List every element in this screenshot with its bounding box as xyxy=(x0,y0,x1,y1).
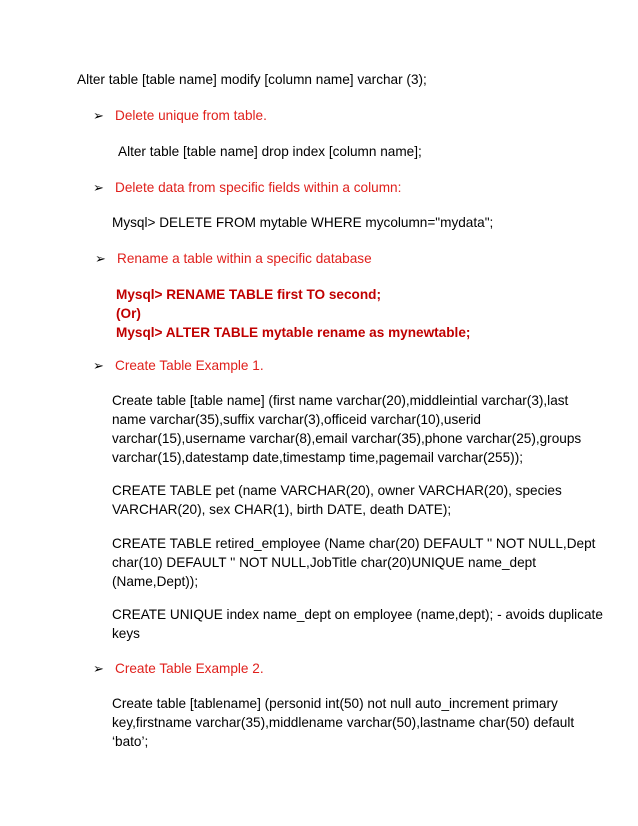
arrow-bullet-icon: ➢ xyxy=(93,108,104,123)
arrow-bullet-icon: ➢ xyxy=(93,180,104,195)
paragraph-line: CREATE UNIQUE index name_dept on employee (name,dept); - avoids duplicate xyxy=(112,607,603,622)
paragraph-line: Create table [tablename] (personid int(50) not null auto_increment primary xyxy=(112,696,558,711)
or-line: (Or) xyxy=(116,306,141,321)
paragraph-line: varchar(15),username varchar(8),email varchar(35),phone varchar(25),groups xyxy=(112,431,582,446)
heading-text: Create Table Example 1. xyxy=(115,358,264,373)
section-delete-data-heading xyxy=(93,178,401,197)
paragraph-line: char(10) DEFAULT '' NOT NULL,JobTitle char(20)UNIQUE name_dept xyxy=(112,555,536,570)
section-create-example-1-heading xyxy=(93,356,264,375)
paragraph-line: CREATE TABLE pet (name VARCHAR(20), owner VARCHAR(20), species xyxy=(112,483,562,498)
heading-text: Rename a table within a specific database xyxy=(117,251,372,266)
section-create-example-2-heading xyxy=(93,659,264,678)
paragraph-line: key,firstname varchar(35),middlename varchar(50),lastname char(50) default xyxy=(112,715,575,730)
alter-modify-line: Alter table [table name] modify [column name] varchar (3); xyxy=(77,72,427,87)
create-table-pet-paragraph xyxy=(112,481,602,519)
create-table-paragraph-2 xyxy=(112,694,602,751)
rename-table-line: Mysql> RENAME TABLE first TO second; xyxy=(116,287,381,302)
drop-index-line: Alter table [table name] drop index [column name]; xyxy=(118,144,422,159)
heading-text: Create Table Example 2. xyxy=(115,661,264,676)
section-delete-unique-heading xyxy=(93,106,267,125)
paragraph-line: VARCHAR(20), sex CHAR(1), birth DATE, death DATE); xyxy=(112,502,452,517)
alter-rename-line: Mysql> ALTER TABLE mytable rename as mynewtable; xyxy=(116,325,471,340)
delete-from-line: Mysql> DELETE FROM mytable WHERE mycolumn="mydata"; xyxy=(112,215,494,230)
paragraph-line: varchar(15),datestamp date,timestamp time,pagemail varchar(255)); xyxy=(112,450,524,465)
paragraph-line: keys xyxy=(112,626,140,641)
heading-text: Delete unique from table. xyxy=(115,108,267,123)
paragraph-line: (Name,Dept)); xyxy=(112,574,199,589)
paragraph-line: ‘bato’; xyxy=(112,734,149,749)
create-table-paragraph-1 xyxy=(112,391,602,467)
heading-text: Delete data from specific fields within a column: xyxy=(115,180,402,195)
section-rename-heading xyxy=(95,249,372,268)
arrow-bullet-icon: ➢ xyxy=(95,251,106,266)
create-unique-index-paragraph xyxy=(112,605,602,643)
paragraph-line: CREATE TABLE retired_employee (Name char(20) DEFAULT '' NOT NULL,Dept xyxy=(112,536,596,551)
paragraph-line: name varchar(35),suffix varchar(3),officeid varchar(10),userid xyxy=(112,412,481,427)
create-table-retired-paragraph xyxy=(112,534,602,591)
arrow-bullet-icon: ➢ xyxy=(93,358,104,373)
arrow-bullet-icon: ➢ xyxy=(93,661,104,676)
paragraph-line: Create table [table name] (first name varchar(20),middleintial varchar(3),last xyxy=(112,393,569,408)
